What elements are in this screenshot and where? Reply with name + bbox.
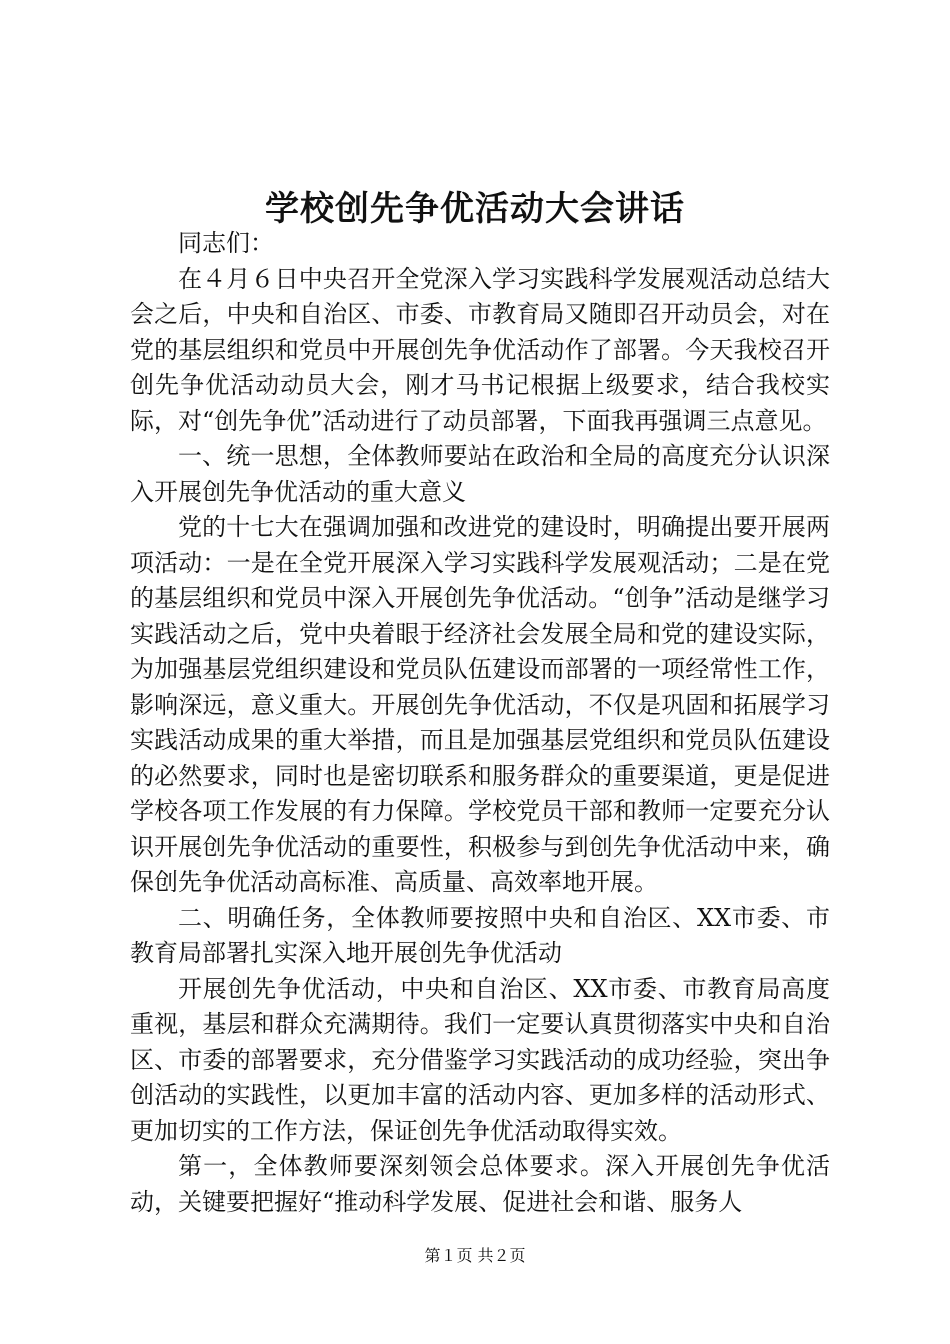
page-footer: 第１页 共２页 xyxy=(424,1246,526,1265)
section-heading-two: 二、明确任务，全体教师要按照中央和自治区、XX市委、市教育局部署扎实深入地开展创先争优活动 xyxy=(130,903,830,967)
salutation-paragraph: 同志们： xyxy=(178,229,274,257)
point-one-paragraph: 第一，全体教师要深刻领会总体要求。深入开展创先争优活动，关键要把握好“推动科学发展、促进社会和谐、服务人 xyxy=(130,1152,830,1216)
intro-paragraph: 在４月６日中央召开全党深入学习实践科学发展观活动总结大会之后，中央和自治区、市委、市教育局又随即召开动员会，对在党的基层组织和党员中开展创先争优活动作了部署。今天我校召开创先争优活动动员大会，刚才马书记根据上级要求，结合我校实际，对“创先争优”活动进行了动员部署，下面我再强调三点意见。 xyxy=(130,264,830,435)
section-one-paragraph: 党的十七大在强调加强和改进党的建设时，明确提出要开展两项活动：一是在全党开展深入学习实践科学发展观活动；二是在党的基层组织和党员中深入开展创先争优活动。“创争”活动是继学习实践活动之后，党中央着眼于经济社会发展全局和党的建设实际，为加强基层党组织建设和党员队伍建设而部署的一项经常性工作，影响深远，意义重大。开展创先争优活动，不仅是巩固和拓展学习实践活动成果的重大举措，而且是加强基层党组织和党员队伍建设的必然要求，同时也是密切联系和服务群众的重要渠道，更是促进学校各项工作发展的有力保障。学校党员干部和教师一定要充分认识开展创先争优活动的重要性，积极参与到创先争优活动中来，确保创先争优活动高标准、高质量、高效率地开展。 xyxy=(130,513,830,896)
section-two-paragraph: 开展创先争优活动，中央和自治区、XX市委、市教育局高度重视，基层和群众充满期待。我们一定要认真贯彻落实中央和自治区、市委的部署要求，充分借鉴学习实践活动的成功经验，突出争创活动的实践性，以更加丰富的活动内容、更加多样的活动形式、更加切实的工作方法，保证创先争优活动取得实效。 xyxy=(130,974,830,1145)
document-body xyxy=(130,226,830,1220)
section-heading-one: 一、统一思想，全体教师要站在政治和全局的高度充分认识深入开展创先争优活动的重大意义 xyxy=(130,442,830,506)
document-title: 学校创先争优活动大会讲话 xyxy=(265,189,685,229)
